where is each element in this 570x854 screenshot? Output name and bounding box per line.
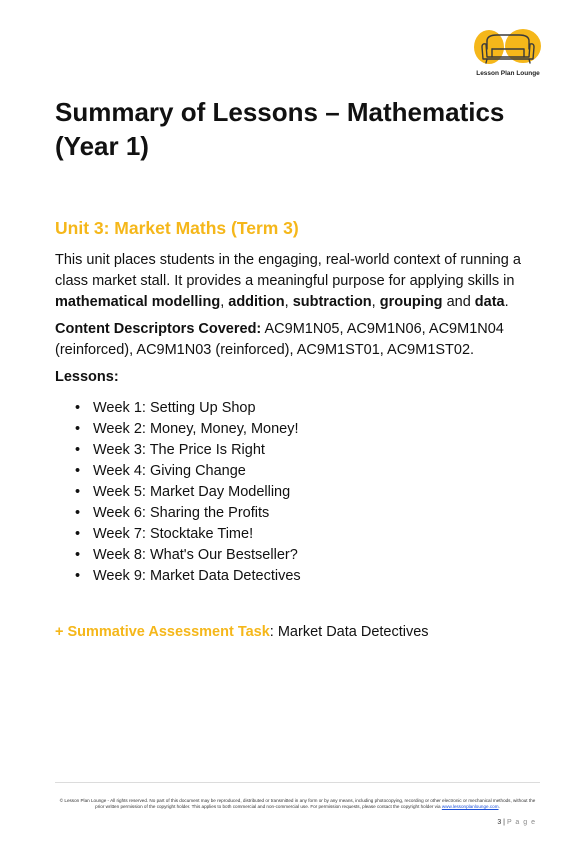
unit-heading: Unit 3: Market Maths (Term 3) bbox=[55, 218, 299, 238]
intro-separator: , bbox=[371, 294, 380, 310]
skill-grouping: grouping bbox=[379, 294, 443, 310]
intro-end: . bbox=[504, 294, 509, 310]
list-item bbox=[55, 524, 301, 545]
copyright-text: © Lesson Plan Lounge - All rights reserved. No part of this document may be reproduced, distributed or transmitted in any form or by any means, including photocopying, recording or other electronic or mechanical methods, without the prior written permission of the copyright holder. This applies to both commercial and non-commercial use. For permission requests, please contact the copyright holder via bbox=[59, 798, 536, 809]
footer-divider bbox=[55, 782, 540, 783]
lesson-title: Week 3: The Price Is Right bbox=[93, 442, 265, 458]
list-item bbox=[55, 398, 301, 419]
bullet-icon: • bbox=[75, 442, 81, 458]
list-item bbox=[55, 482, 301, 503]
website-link[interactable]: www.lessonplanlounge.com bbox=[441, 804, 499, 809]
list-item bbox=[55, 503, 301, 524]
bullet-icon: • bbox=[75, 421, 81, 437]
lesson-plan-lounge-logo-icon bbox=[473, 27, 543, 67]
page-number-value: 3 bbox=[497, 819, 502, 826]
unit-intro bbox=[55, 250, 535, 313]
bullet-icon: • bbox=[75, 463, 81, 479]
lesson-title: Week 4: Giving Change bbox=[93, 463, 246, 479]
intro-text: This unit places students in the engaging, real-world context of running a class market stall. It provides a meaningful purpose for applying skills in bbox=[55, 252, 521, 289]
bullet-icon: • bbox=[75, 568, 81, 584]
page-number bbox=[497, 819, 536, 826]
page-word: P a g e bbox=[506, 819, 536, 826]
summative-assessment-label: + Summative Assessment Task bbox=[55, 624, 270, 640]
skill-data: data bbox=[474, 294, 505, 310]
lesson-title: Week 6: Sharing the Profits bbox=[93, 505, 270, 521]
content-descriptors bbox=[55, 319, 535, 361]
lesson-title: Week 8: What's Our Bestseller? bbox=[93, 547, 298, 563]
list-item bbox=[55, 419, 301, 440]
summative-assessment-value: : Market Data Detectives bbox=[269, 624, 429, 640]
lesson-title: Week 2: Money, Money, Money! bbox=[93, 421, 299, 437]
skill-subtraction: subtraction bbox=[292, 294, 372, 310]
content-descriptors-value: AC9M1N05, AC9M1N06, AC9M1N04 (reinforced), AC9M1N03 (reinforced), AC9M1ST01, AC9M1ST02. bbox=[55, 321, 504, 358]
intro-separator: and bbox=[442, 294, 475, 310]
intro-separator: , bbox=[220, 294, 229, 310]
lesson-title: Week 5: Market Day Modelling bbox=[93, 484, 291, 500]
bullet-icon: • bbox=[75, 400, 81, 416]
intro-separator: , bbox=[284, 294, 293, 310]
copyright-end: . bbox=[498, 804, 500, 809]
skill-mathematical-modelling: mathematical modelling bbox=[55, 294, 221, 310]
lesson-title: Week 9: Market Data Detectives bbox=[93, 568, 301, 584]
bullet-icon: • bbox=[75, 526, 81, 542]
lessons-label: Lessons: bbox=[55, 369, 119, 385]
lesson-title: Week 1: Setting Up Shop bbox=[93, 400, 256, 416]
copyright-notice bbox=[55, 798, 540, 810]
skill-addition: addition bbox=[228, 294, 285, 310]
summative-assessment bbox=[55, 624, 429, 640]
lesson-list bbox=[55, 398, 301, 587]
brand-name: Lesson Plan Lounge bbox=[476, 70, 540, 77]
bullet-icon: • bbox=[75, 547, 81, 563]
content-descriptors-label: Content Descriptors Covered: bbox=[55, 321, 262, 337]
list-item bbox=[55, 461, 301, 482]
list-item bbox=[55, 566, 301, 587]
page-title: Summary of Lessons – Mathematics (Year 1) bbox=[55, 97, 505, 161]
lesson-title: Week 7: Stocktake Time! bbox=[93, 526, 254, 542]
bullet-icon: • bbox=[75, 484, 81, 500]
list-item bbox=[55, 545, 301, 566]
bullet-icon: • bbox=[75, 505, 81, 521]
list-item bbox=[55, 440, 301, 461]
page-number-separator: | bbox=[501, 819, 507, 826]
